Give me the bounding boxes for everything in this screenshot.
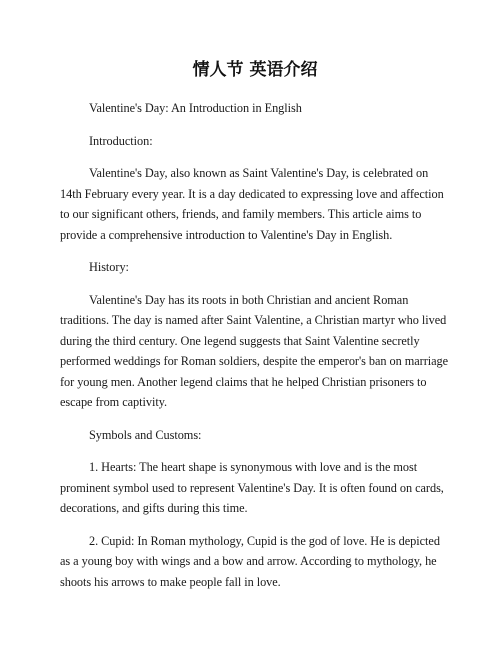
document-page: [60, 58, 450, 604]
symbols-customs-heading: Symbols and Customs:: [89, 427, 202, 442]
introduction-paragraph: Valentine's Day, also known as Saint Valentine's Day, is celebrated on 14th February every year. It is a day dedicated to expressing love and affection to our significant others, friends, and family members. This article aims to provide a comprehensive introduction to Valentine's Day in English.: [60, 166, 444, 242]
subtitle-paragraph: Valentine's Day: An Introduction in English: [89, 101, 302, 115]
history-paragraph: Valentine's Day has its roots in both Christian and ancient Roman traditions. The day is named after Saint Valentine, a Christian martyr who lived during the third century. One legend suggests that Saint Valentine secretly performed weddings for Roman soldiers, despite the emperor's ban on marriage for young men. Another legend claims that he helped Christian prisoners to escape from captivity.: [60, 292, 449, 409]
cupid-paragraph: 2. Cupid: In Roman mythology, Cupid is the god of love. He is depicted as a young boy with wings and a bow and arrow. According to mythology, he shoots his arrows to make people fall in love.: [60, 533, 440, 589]
introduction-heading: Introduction:: [89, 133, 153, 148]
hearts-paragraph: 1. Hearts: The heart shape is synonymous with love and is the most prominent symbol used to represent Valentine's Day. It is often found on cards, decorations, and gifts during this time.: [60, 460, 444, 515]
document-title: 情人节 英语介绍: [192, 60, 318, 80]
history-heading: History:: [89, 260, 129, 274]
